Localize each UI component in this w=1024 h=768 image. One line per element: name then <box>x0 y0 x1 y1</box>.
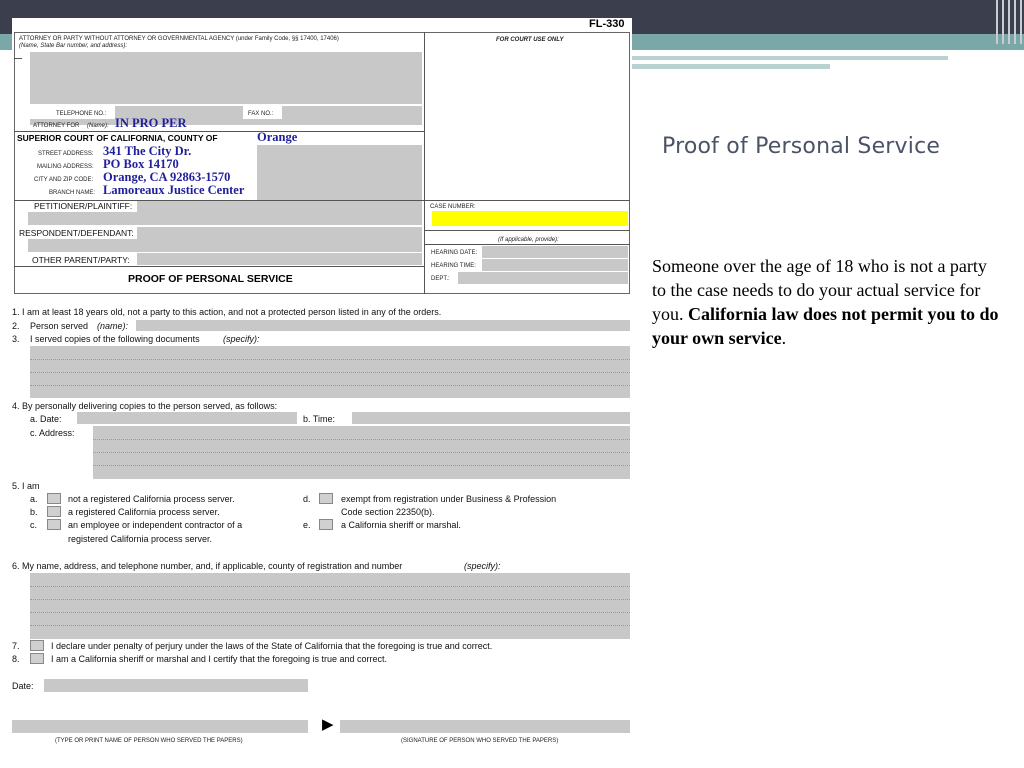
county-value: Orange <box>257 130 298 144</box>
item-4b-label: b. Time: <box>303 414 336 424</box>
checkbox-5c[interactable] <box>47 519 61 530</box>
person-served-field[interactable] <box>136 320 630 331</box>
item-5d-label: exempt from registration under Business & Profession <box>341 494 557 504</box>
service-time-field[interactable] <box>352 412 630 424</box>
item-5a-label: not a registered California process server. <box>68 494 235 504</box>
item-8-label: I am a California sheriff or marshal and I certify that the foregoing is true and correct. <box>51 654 387 664</box>
city-value: Orange, CA 92863-1570 <box>103 170 231 184</box>
court-use-label: FOR COURT USE ONLY <box>496 37 564 43</box>
fax-label: FAX NO.: <box>248 111 274 117</box>
branch-label: BRANCH NAME: <box>49 190 96 196</box>
form-title: PROOF OF PERSONAL SERVICE <box>128 273 293 285</box>
branch-value: Lamoreaux Justice Center <box>103 183 245 197</box>
item-5: 5. I am <box>12 481 40 491</box>
item-1: 1. I am at least 18 years old, not a party to this action, and not a protected person listed in any of the orders. <box>12 307 442 317</box>
respondent-field[interactable] <box>28 239 422 252</box>
checkbox-5a[interactable] <box>47 493 61 504</box>
item-5e-label: a California sheriff or marshal. <box>341 520 461 530</box>
checkbox-8[interactable] <box>30 653 44 664</box>
form-id: FL-330 <box>589 18 625 30</box>
decorative-stripes <box>994 0 1024 44</box>
signature-caption: (SIGNATURE OF PERSON WHO SERVED THE PAPERS) <box>401 738 559 744</box>
city-label: CITY AND ZIP CODE: <box>34 177 94 183</box>
street-value: 341 The City Dr. <box>103 144 192 158</box>
accent-line-short <box>630 64 830 69</box>
checkbox-5d[interactable] <box>319 493 333 504</box>
fl-330-form: FL-330 ATTORNEY OR PARTY WITHOUT ATTORNEY OR GOVERNMENTAL AGENCY (under Family Code, §§ 17400, 17406) (Name, State Bar number, and address): FOR COURT USE ONLY TELEPHONE NO.: FAX NO.: ATTORNEY FOR (Name): IN PRO PER SUPERIOR COURT OF CALIFORNIA, COUNTY OF Orange STREET ADDRESS: 341 The City Dr. MAILING ADDRESS: PO Box 14170 CITY AND ZIP CODE: Orange, CA 92863-1570 BRANCH NAME: Lamoreaux Justice Center PETITIONER/PLAINTIFF: RESPONDENT/DEFENDANT: OTHER PARENT/PARTY: CASE NUMBER: (If applicable, provide): HEARING DATE: HEARING TIME: DEPT.: PROOF OF PERSONAL SERVICE 1. I am at least 18 years old, not a party to this action, and not a protected person listed in any of the orders. 2. Person served (name): 3. I served copies of the following documents (specify): 4. By personally delivering copies to the person served, as follows: a. Date: b. Time: c. Address: 5. I am a. not a registered California process server. b. a registered California process server. c. an employee or independent contractor of a registered California process server. d. exempt from registration under Business & Profession Code section 22350(b). e. a California sheriff or marshal. 6. My name, address, and telephone number, and, if applicable, county of registration and number (specify): 7. I declare under penalty of perjury under the laws of the State of California that the foregoing is true and correct. 8. I am a California sheriff or marshal and I certify that the foregoing is true and correct. Date: ▶ (TYPE OR PRINT NAME OF PERSON WHO SERVED THE PAPERS) (SIGNATURE OF PERSON WHO SERVED THE PAPERS) <box>12 18 632 762</box>
respondent-label: RESPONDENT/DEFENDANT: <box>19 228 134 238</box>
attorney-for-label: ATTORNEY FOR <box>33 123 80 129</box>
hearing-time-label: HEARING TIME: <box>431 263 476 269</box>
server-info-field[interactable] <box>30 573 630 639</box>
checkbox-5e[interactable] <box>319 519 333 530</box>
street-label: STREET ADDRESS: <box>38 151 94 157</box>
attorney-address-field[interactable] <box>30 52 422 104</box>
item-5b-label: a registered California process server. <box>68 507 220 517</box>
signature-field[interactable] <box>340 720 630 733</box>
print-name-caption: (TYPE OR PRINT NAME OF PERSON WHO SERVED THE PAPERS) <box>55 738 243 744</box>
item-2-label: Person served <box>30 321 89 331</box>
attorney-sub: (Name, State Bar number, and address): <box>19 43 128 49</box>
accent-line <box>630 56 948 60</box>
case-number-field[interactable] <box>432 211 628 226</box>
item-6: 6. My name, address, and telephone number, and, if applicable, county of registration and number <box>12 561 403 571</box>
item-3-label: I served copies of the following documents <box>30 334 200 344</box>
item-4c-label: c. Address: <box>30 428 75 438</box>
item-4a-label: a. Date: <box>30 414 62 424</box>
item-7-label: I declare under penalty of perjury under the laws of the State of California that the foregoing is true and correct. <box>51 641 493 651</box>
petitioner-field[interactable] <box>28 212 422 225</box>
fax-field[interactable] <box>282 106 422 119</box>
mailing-label: MAILING ADDRESS: <box>37 164 94 170</box>
other-parent-field[interactable] <box>137 253 422 265</box>
dept-label: DEPT.: <box>431 276 450 282</box>
item-4: 4. By personally delivering copies to the person served, as follows: <box>12 401 278 411</box>
hearing-date-field[interactable] <box>482 246 628 258</box>
printed-name-field[interactable] <box>12 720 308 733</box>
date-label: Date: <box>12 681 34 691</box>
case-number-label: CASE NUMBER: <box>430 204 476 210</box>
slide-title: Proof of Personal Service <box>662 134 941 159</box>
hearing-date-label: HEARING DATE: <box>431 250 478 256</box>
sign-arrow-icon: ▶ <box>322 716 334 733</box>
item-5c-label: an employee or independent contractor of a <box>68 520 243 530</box>
if-applicable-label: (If applicable, provide): <box>498 237 559 243</box>
court-label: SUPERIOR COURT OF CALIFORNIA, COUNTY OF <box>17 133 218 143</box>
dept-field[interactable] <box>458 272 628 284</box>
other-parent-label: OTHER PARENT/PARTY: <box>32 255 130 265</box>
checkbox-5b[interactable] <box>47 506 61 517</box>
petitioner-label: PETITIONER/PLAINTIFF: <box>34 201 133 211</box>
signature-date-field[interactable] <box>44 679 308 692</box>
service-date-field[interactable] <box>77 412 297 424</box>
attorney-label: ATTORNEY OR PARTY WITHOUT ATTORNEY OR GOVERNMENTAL AGENCY (under Family Code, §§ 17400, 17406) <box>19 36 339 42</box>
mailing-value: PO Box 14170 <box>103 157 179 171</box>
hearing-time-field[interactable] <box>482 259 628 271</box>
checkbox-7[interactable] <box>30 640 44 651</box>
slide-body: Someone over the age of 18 who is not a party to the case needs to do your actual service for you. California law does not permit you to do your own service. <box>652 256 999 348</box>
telephone-label: TELEPHONE NO.: <box>56 111 107 117</box>
attorney-for-value: IN PRO PER <box>115 116 187 130</box>
